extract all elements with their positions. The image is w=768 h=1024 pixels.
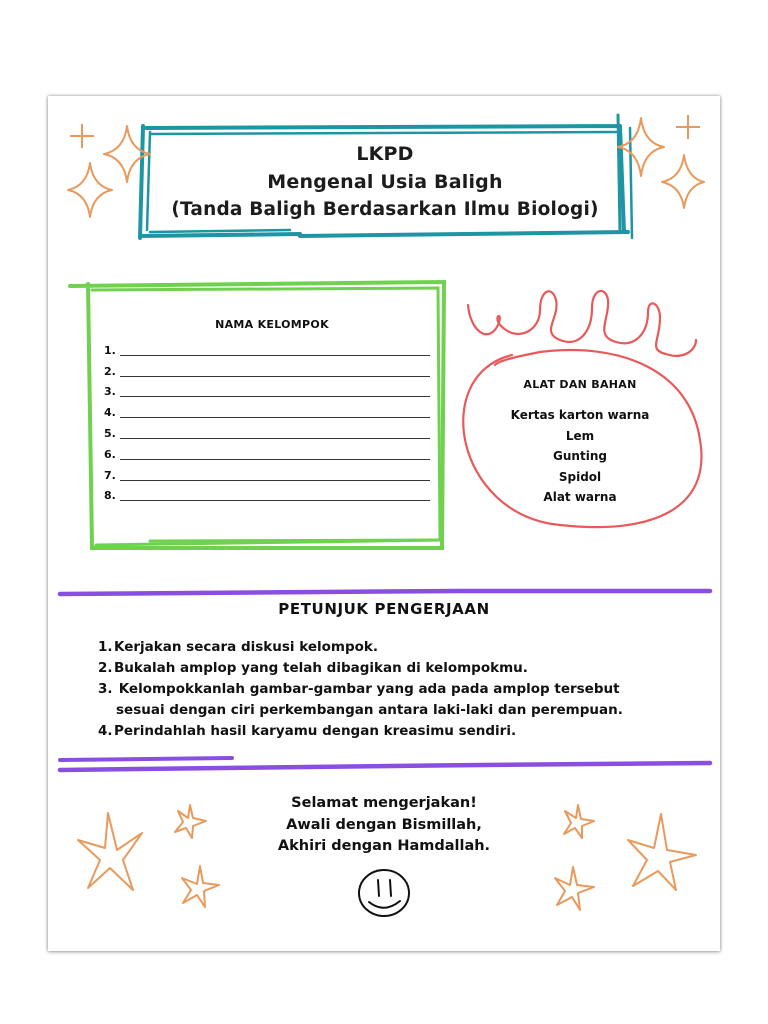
row-number: 2. — [104, 364, 116, 378]
closing-line-1: Selamat mengerjakan! — [291, 795, 477, 811]
name-blank-line[interactable] — [120, 366, 430, 377]
instruction-item: 1.Kerjakan secara diskusi kelompok. — [98, 639, 379, 655]
instruction-text: Bukalah amplop yang telah dibagikan di kelompokmu. — [114, 660, 528, 676]
closing-line-2: Awali dengan Bismillah, — [286, 816, 482, 833]
tools-list — [500, 405, 660, 508]
name-blank-line[interactable] — [120, 449, 430, 460]
closing-line-3: Akhiri dengan Hamdallah. — [277, 838, 491, 854]
tools-item: Alat warna — [543, 490, 617, 504]
row-number: 7. — [104, 468, 116, 482]
group-name-list — [104, 340, 434, 506]
row-number: 6. — [104, 447, 116, 461]
instruction-item: 2.Bukalah amplop yang telah dibagikan di kelompokmu. — [98, 660, 528, 676]
title-line-3: (Tanda Baligh Berdasarkan Ilmu Biologi) — [171, 199, 599, 220]
instructions-heading: PETUNJUK PENGERJAAN — [278, 600, 490, 618]
closing-message — [214, 793, 554, 858]
tools-heading: ALAT DAN BAHAN — [523, 378, 637, 391]
name-blank-line[interactable] — [120, 386, 430, 397]
group-name-row — [104, 382, 434, 403]
group-name-row — [104, 402, 434, 423]
title-line-2: Mengenal Usia Baligh — [267, 171, 503, 193]
row-number: 8. — [104, 489, 116, 503]
instruction-item: 4.Perindahlah hasil karyamu dengan kreasimu sendiri. — [98, 723, 517, 739]
row-number: 5. — [104, 427, 116, 441]
instruction-item: 3. Kelompokkanlah gambar-gambar yang ada pada amplop tersebut — [98, 681, 620, 697]
name-blank-line[interactable] — [120, 345, 430, 356]
group-name-row — [104, 361, 434, 382]
group-name-row — [104, 444, 434, 465]
row-number: 3. — [104, 385, 116, 399]
group-name-row — [104, 423, 434, 444]
instruction-item-continued — [98, 700, 698, 721]
instruction-text: Perindahlah hasil karyamu dengan kreasimu sendiri. — [114, 723, 517, 739]
group-name-row — [104, 465, 434, 486]
name-blank-line[interactable] — [120, 470, 430, 481]
name-blank-line[interactable] — [120, 490, 430, 501]
group-name-row — [104, 340, 434, 361]
instructions-list — [98, 637, 698, 742]
tools-item: Lem — [565, 428, 595, 443]
name-blank-line[interactable] — [120, 428, 430, 439]
group-name-row — [104, 486, 434, 507]
name-blank-line[interactable] — [120, 407, 430, 418]
tools-item: Spidol — [558, 469, 602, 484]
group-heading: NAMA KELOMPOK — [215, 318, 329, 331]
instruction-text: Kerjakan secara diskusi kelompok. — [114, 639, 379, 655]
instruction-text: sesuai dengan ciri perkembangan antara laki-laki dan perempuan. — [116, 702, 623, 718]
tools-item: Gunting — [553, 449, 607, 463]
title-block — [140, 140, 630, 224]
title-line-1: LKPD — [356, 143, 414, 165]
row-number: 4. — [104, 406, 116, 420]
row-number: 1. — [104, 343, 116, 357]
tools-item: Kertas karton warna — [510, 408, 650, 422]
instruction-text: Kelompokkanlah gambar-gambar yang ada pada amplop tersebut — [118, 681, 620, 697]
